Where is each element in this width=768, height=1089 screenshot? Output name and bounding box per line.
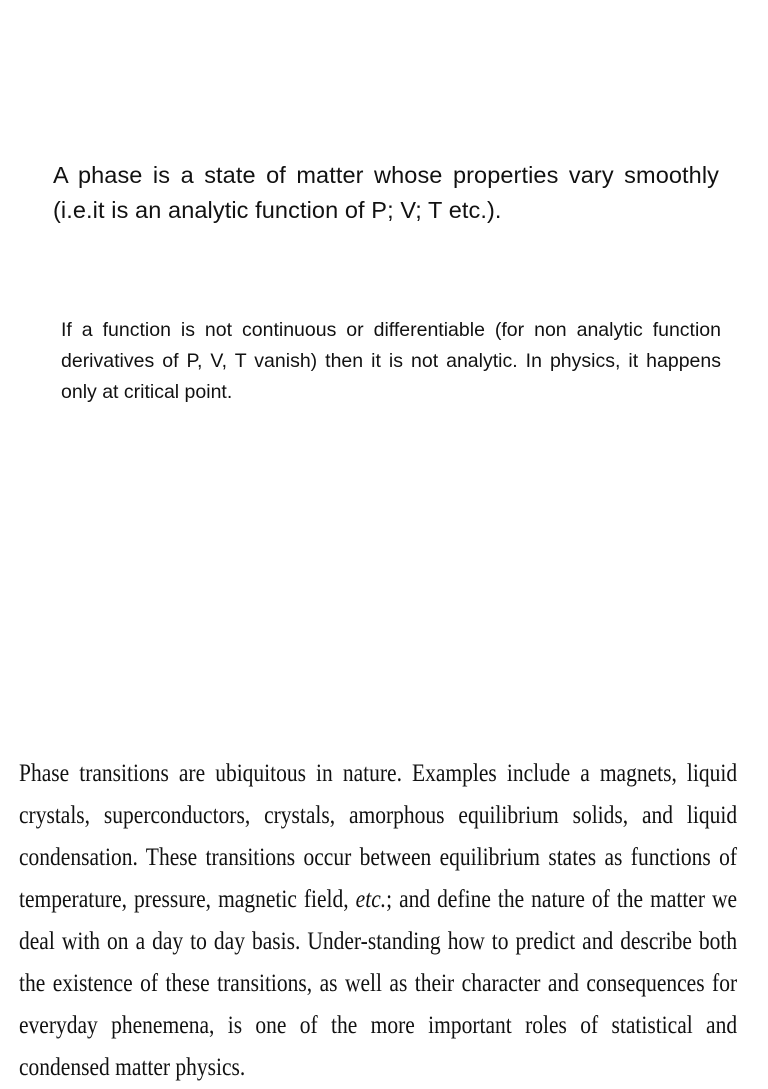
excerpt-etc: etc. xyxy=(355,886,387,913)
excerpt-part-1: Phase transitions are ubiquitous in nature. Examples include a magnets, liquid crystals, superconductors, crystals, amorphous equilibrium solids, and liquid condensation. These transitions occur between equilibrium states as functions of temperature, pressure, magnetic field, xyxy=(19,760,738,913)
phase-definition-text: A phase is a state of matter whose properties vary smoothly (i.e.it is an analytic function of P; V; T etc.). xyxy=(53,162,719,223)
phase-transitions-excerpt xyxy=(19,753,737,1089)
excerpt-part-2: ; and define the nature of the matter we deal with on a day to day basis. Under-standing how to predict and describe both the existence of these transitions, as well as their character and consequences for everyday phenemena, is one of the more important roles of statistical and condensed matter physics. xyxy=(19,886,738,1081)
analytic-note-text: If a function is not continuous or differentiable (for non analytic function derivatives of P, V, T vanish) then it is not analytic. In physics, it happens only at critical point. xyxy=(61,319,721,403)
